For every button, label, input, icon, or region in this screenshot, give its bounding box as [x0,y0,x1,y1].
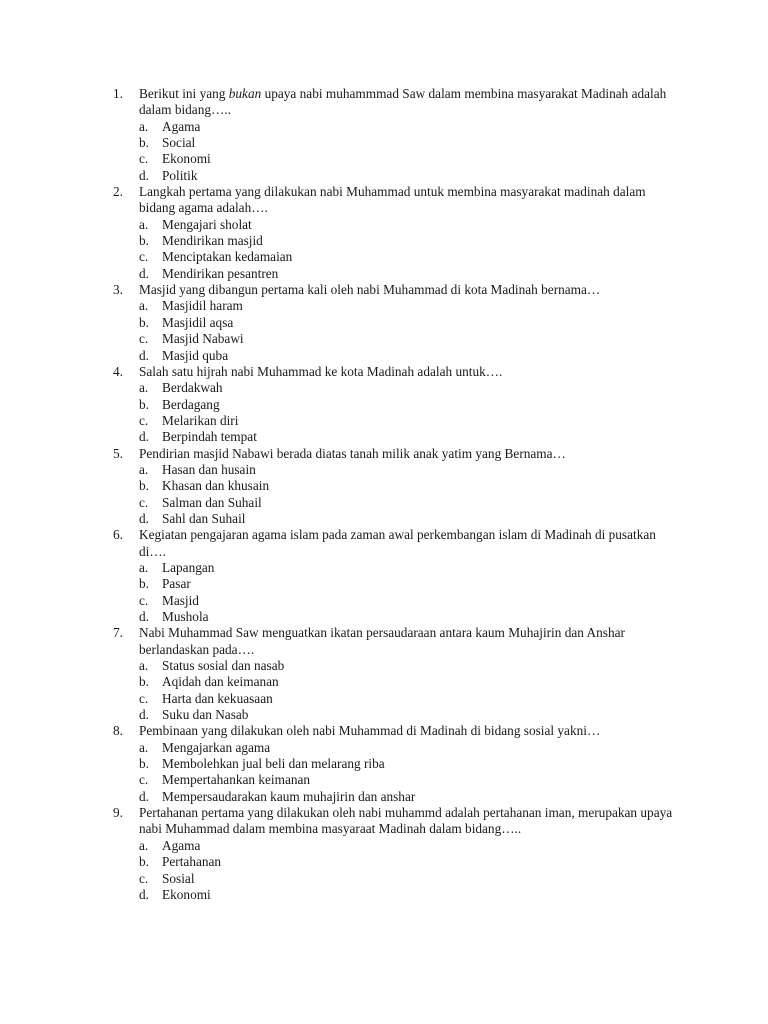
question-number: 5. [113,445,123,461]
option-text: Berpindah tempat [162,429,257,445]
answer-option [139,119,673,135]
answer-option [139,249,673,265]
question-2 [113,184,673,282]
option-letter: a. [139,118,149,134]
answer-options [139,380,673,445]
question-body [139,446,673,528]
option-letter: a. [139,559,149,575]
question-body [139,527,673,625]
option-text: Sahl dan Suhail [162,510,246,526]
question-text [139,86,673,119]
question-text-main: Pendirian masjid Nabawi berada diatas tanah milik anak yatim yang Bernama… [139,445,566,461]
answer-options [139,217,673,282]
option-text: Membolehkan jual beli dan melarang riba [162,756,385,772]
question-number: 2. [113,184,123,200]
answer-option [139,397,673,413]
option-text: Harta dan kekuasaan [162,690,273,706]
answer-option [139,740,673,756]
answer-option [139,593,673,609]
option-text: Social [162,135,196,151]
question-text [139,723,673,739]
option-letter: c. [139,412,149,428]
answer-option [139,691,673,707]
option-letter: a. [139,658,149,674]
answer-option [139,331,673,347]
question-3 [113,282,673,364]
option-letter: d. [139,886,149,902]
question-text [139,364,673,380]
question-body [139,184,673,282]
option-text: Agama [162,837,201,853]
option-letter: d. [139,707,149,723]
option-letter: b. [139,135,149,151]
option-letter: a. [139,216,149,232]
answer-option [139,838,673,854]
answer-options [139,740,673,805]
option-letter: b. [139,396,149,412]
question-text-main: Nabi Muhammad Saw menguatkan ikatan persaudaraan antara kaum Muhajirin dan Anshar berlandaskan pada…. [139,625,625,657]
option-letter: d. [139,265,149,281]
answer-option [139,151,673,167]
question-1 [113,86,673,184]
option-letter: b. [139,314,149,330]
answer-option [139,772,673,788]
answer-option [139,887,673,903]
question-text [139,282,673,298]
option-text: Politik [162,167,198,183]
question-text [139,184,673,217]
answer-option [139,478,673,494]
option-letter: c. [139,870,149,886]
question-body [139,723,673,805]
answer-option [139,217,673,233]
option-letter: b. [139,478,149,494]
question-text [139,625,673,658]
answer-option [139,462,673,478]
option-letter: d. [139,609,149,624]
answer-option [139,168,673,184]
question-body [139,364,673,446]
answer-options [139,560,673,625]
option-letter: c. [139,772,149,788]
question-body [139,282,673,364]
answer-option [139,413,673,429]
answer-option [139,315,673,331]
answer-options [139,462,673,527]
question-body [139,86,673,184]
option-letter: a. [139,380,149,396]
option-letter: c. [139,249,149,265]
option-letter: c. [139,690,149,706]
option-text: Masjid quba [162,347,229,363]
option-text: Melarikan diri [162,412,239,428]
option-text: Mendirikan masjid [162,233,263,249]
option-letter: c. [139,494,149,510]
option-text: Lapangan [162,559,215,575]
option-text: Pasar [162,576,191,592]
answer-option [139,560,673,576]
question-text-main: Pertahanan pertama yang dilakukan oleh nabi muhammd adalah pertahanan iman, merupakan upaya nabi Muhammad dalam membina masyaraat Madinah dalam bidang….. [139,805,673,837]
question-number: 3. [113,282,123,298]
question-text [139,527,673,560]
option-text: Ekonomi [162,886,211,902]
answer-options [139,838,673,903]
question-number: 9. [113,805,123,821]
option-letter: d. [139,510,149,526]
option-text: Aqidah dan keimanan [162,674,279,690]
question-number: 4. [113,363,123,379]
question-number: 6. [113,527,123,543]
option-letter: b. [139,576,149,592]
question-text [139,805,673,838]
option-letter: a. [139,837,149,853]
answer-option [139,854,673,870]
option-text: Menciptakan kedamaian [162,249,293,265]
option-letter: a. [139,298,149,314]
option-text: Pertahanan [162,854,222,870]
option-text: Sosial [162,870,195,886]
answer-option [139,674,673,690]
option-text: Masjidil aqsa [162,314,234,330]
option-text: Masjid [162,592,199,608]
option-text: Status sosial dan nasab [162,658,285,674]
answer-option [139,871,673,887]
option-letter: d. [139,788,149,804]
question-6 [113,527,673,625]
question-7 [113,625,673,723]
question-number: 1. [113,86,123,101]
question-text-main: Berikut ini yang [139,86,229,101]
option-text: Agama [162,118,201,134]
option-text: Masjid Nabawi [162,331,244,347]
option-letter: a. [139,739,149,755]
answer-option [139,511,673,527]
option-letter: c. [139,592,149,608]
question-text [139,446,673,462]
answer-option [139,429,673,445]
question-body [139,805,673,903]
answer-option [139,576,673,592]
answer-options [139,658,673,723]
option-letter: a. [139,461,149,477]
answer-option [139,380,673,396]
answer-options [139,119,673,184]
option-text: Hasan dan husain [162,461,256,477]
answer-option [139,266,673,282]
answer-option [139,298,673,314]
question-text-main: Masjid yang dibangun pertama kali oleh nabi Muhammad di kota Madinah bernama… [139,282,601,298]
answer-option [139,348,673,364]
option-text: Mengajari sholat [162,216,252,232]
option-text: Mempertahankan keimanan [162,772,311,788]
option-letter: d. [139,347,149,363]
question-number: 7. [113,625,123,641]
answer-option [139,495,673,511]
option-letter: d. [139,167,149,183]
option-text: Suku dan Nasab [162,707,249,723]
option-text: Berdagang [162,396,220,412]
answer-option [139,609,673,625]
option-letter: c. [139,331,149,347]
question-text-main: Kegiatan pengajaran agama islam pada zaman awal perkembangan islam di Madinah di pusatkan di…. [139,527,656,559]
option-text: Berdakwah [162,380,223,396]
answer-option [139,707,673,723]
option-letter: c. [139,151,149,167]
answer-options [139,298,673,363]
option-text: Mengajarkan agama [162,739,271,755]
option-text: Mendirikan pesantren [162,265,279,281]
option-text: Mempersaudarakan kaum muhajirin dan anshar [162,788,416,804]
question-5 [113,446,673,528]
question-text-emphasis: bukan [228,86,262,101]
option-text: Masjidil haram [162,298,243,314]
option-letter: d. [139,429,149,445]
question-8 [113,723,673,805]
option-text: Salman dan Suhail [162,494,262,510]
question-4 [113,364,673,446]
question-text-main: Langkah pertama yang dilakukan nabi Muhammad untuk membina masyarakat madinah dalam bidang agama adalah…. [139,184,646,216]
option-text: Khasan dan khusain [162,478,270,494]
option-letter: b. [139,854,149,870]
question-text-main: Salah satu hijrah nabi Muhammad ke kota Madinah adalah untuk…. [139,363,503,379]
answer-option [139,135,673,151]
question-text-main: Pembinaan yang dilakukan oleh nabi Muhammad di Madinah di bidang sosial yakni… [139,723,601,739]
question-text-rest: upaya nabi muhammmad Saw dalam membina masyarakat Madinah adalah dalam bidang….. [139,86,667,118]
option-letter: b. [139,756,149,772]
option-letter: b. [139,674,149,690]
question-9 [113,805,673,903]
question-list [113,86,673,903]
answer-option [139,789,673,805]
answer-option [139,233,673,249]
option-text: Ekonomi [162,151,211,167]
question-number: 8. [113,723,123,739]
option-letter: b. [139,233,149,249]
answer-option [139,756,673,772]
answer-option [139,658,673,674]
question-body [139,625,673,723]
option-text: Mushola [162,609,209,624]
